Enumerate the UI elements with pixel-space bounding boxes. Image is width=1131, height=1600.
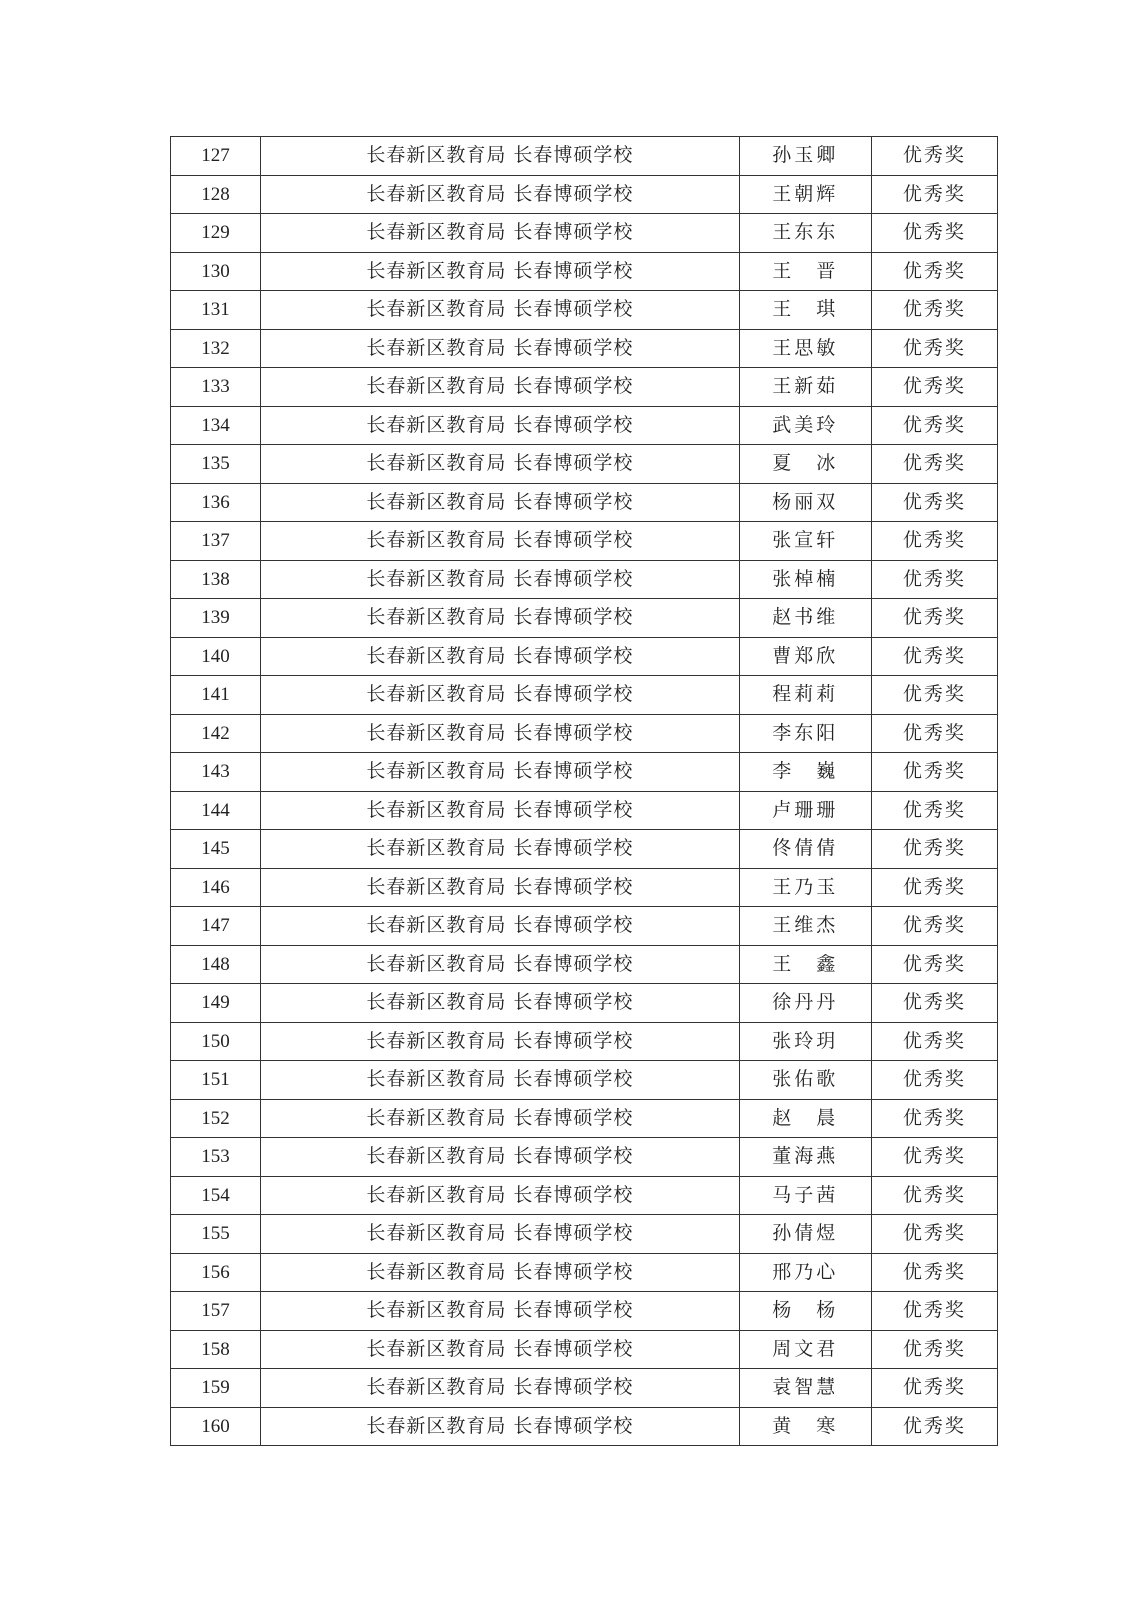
table-row — [171, 1215, 998, 1254]
serial-number-cell: 132 — [171, 329, 261, 368]
award-level-cell: 优秀奖 — [871, 984, 997, 1023]
table-row — [171, 830, 998, 869]
table-row — [171, 1022, 998, 1061]
serial-number-cell: 154 — [171, 1176, 261, 1215]
person-name-cell: 张玲玥 — [739, 1022, 871, 1061]
serial-number-cell: 140 — [171, 637, 261, 676]
award-level-cell: 优秀奖 — [871, 907, 997, 946]
person-name-cell: 董海燕 — [739, 1138, 871, 1177]
person-name-cell: 程莉莉 — [739, 676, 871, 715]
person-name-cell: 曹郑欣 — [739, 637, 871, 676]
award-level-cell: 优秀奖 — [871, 137, 997, 176]
person-name-cell: 孙玉卿 — [739, 137, 871, 176]
person-name-cell: 王新茹 — [739, 368, 871, 407]
unit-cell: 长春新区教育局 长春博硕学校 — [261, 830, 740, 869]
award-level-cell: 优秀奖 — [871, 175, 997, 214]
award-level-cell: 优秀奖 — [871, 1176, 997, 1215]
award-level-cell: 优秀奖 — [871, 368, 997, 407]
person-name-cell: 卢珊珊 — [739, 791, 871, 830]
table-row — [171, 868, 998, 907]
unit-cell: 长春新区教育局 长春博硕学校 — [261, 714, 740, 753]
award-level-cell: 优秀奖 — [871, 945, 997, 984]
table-row — [171, 1369, 998, 1408]
serial-number-cell: 134 — [171, 406, 261, 445]
serial-number-cell: 149 — [171, 984, 261, 1023]
unit-cell: 长春新区教育局 长春博硕学校 — [261, 1022, 740, 1061]
person-name-cell: 徐丹丹 — [739, 984, 871, 1023]
award-level-cell: 优秀奖 — [871, 1215, 997, 1254]
award-level-cell: 优秀奖 — [871, 1330, 997, 1369]
person-name-cell: 赵 晨 — [739, 1099, 871, 1138]
table-row — [171, 945, 998, 984]
serial-number-cell: 148 — [171, 945, 261, 984]
unit-cell: 长春新区教育局 长春博硕学校 — [261, 1253, 740, 1292]
table-row — [171, 599, 998, 638]
award-level-cell: 优秀奖 — [871, 599, 997, 638]
person-name-cell: 王乃玉 — [739, 868, 871, 907]
unit-cell: 长春新区教育局 长春博硕学校 — [261, 1330, 740, 1369]
person-name-cell: 张宣轩 — [739, 522, 871, 561]
award-level-cell: 优秀奖 — [871, 252, 997, 291]
award-level-cell: 优秀奖 — [871, 1138, 997, 1177]
person-name-cell: 王维杰 — [739, 907, 871, 946]
award-level-cell: 优秀奖 — [871, 791, 997, 830]
table-row — [171, 175, 998, 214]
table-row — [171, 291, 998, 330]
table-row — [171, 1330, 998, 1369]
unit-cell: 长春新区教育局 长春博硕学校 — [261, 945, 740, 984]
unit-cell: 长春新区教育局 长春博硕学校 — [261, 522, 740, 561]
table-row — [171, 329, 998, 368]
unit-cell: 长春新区教育局 长春博硕学校 — [261, 599, 740, 638]
serial-number-cell: 135 — [171, 445, 261, 484]
person-name-cell: 王 晋 — [739, 252, 871, 291]
person-name-cell: 杨 杨 — [739, 1292, 871, 1331]
award-level-cell: 优秀奖 — [871, 291, 997, 330]
person-name-cell: 杨丽双 — [739, 483, 871, 522]
award-level-cell: 优秀奖 — [871, 1292, 997, 1331]
unit-cell: 长春新区教育局 长春博硕学校 — [261, 753, 740, 792]
unit-cell: 长春新区教育局 长春博硕学校 — [261, 1407, 740, 1446]
unit-cell: 长春新区教育局 长春博硕学校 — [261, 368, 740, 407]
table-row — [171, 907, 998, 946]
award-level-cell: 优秀奖 — [871, 329, 997, 368]
award-level-cell: 优秀奖 — [871, 676, 997, 715]
table-row — [171, 1061, 998, 1100]
serial-number-cell: 133 — [171, 368, 261, 407]
serial-number-cell: 137 — [171, 522, 261, 561]
person-name-cell: 张棹楠 — [739, 560, 871, 599]
unit-cell: 长春新区教育局 长春博硕学校 — [261, 1061, 740, 1100]
person-name-cell: 王 鑫 — [739, 945, 871, 984]
serial-number-cell: 150 — [171, 1022, 261, 1061]
table-row — [171, 368, 998, 407]
person-name-cell: 武美玲 — [739, 406, 871, 445]
table-row — [171, 1292, 998, 1331]
serial-number-cell: 130 — [171, 252, 261, 291]
unit-cell: 长春新区教育局 长春博硕学校 — [261, 1292, 740, 1331]
award-level-cell: 优秀奖 — [871, 406, 997, 445]
award-level-cell: 优秀奖 — [871, 637, 997, 676]
unit-cell: 长春新区教育局 长春博硕学校 — [261, 1176, 740, 1215]
serial-number-cell: 152 — [171, 1099, 261, 1138]
unit-cell: 长春新区教育局 长春博硕学校 — [261, 329, 740, 368]
person-name-cell: 王朝辉 — [739, 175, 871, 214]
serial-number-cell: 127 — [171, 137, 261, 176]
unit-cell: 长春新区教育局 长春博硕学校 — [261, 1138, 740, 1177]
serial-number-cell: 160 — [171, 1407, 261, 1446]
serial-number-cell: 143 — [171, 753, 261, 792]
unit-cell: 长春新区教育局 长春博硕学校 — [261, 291, 740, 330]
serial-number-cell: 157 — [171, 1292, 261, 1331]
serial-number-cell: 129 — [171, 214, 261, 253]
table-row — [171, 137, 998, 176]
serial-number-cell: 139 — [171, 599, 261, 638]
serial-number-cell: 136 — [171, 483, 261, 522]
person-name-cell: 王 琪 — [739, 291, 871, 330]
unit-cell: 长春新区教育局 长春博硕学校 — [261, 984, 740, 1023]
table-row — [171, 714, 998, 753]
award-level-cell: 优秀奖 — [871, 714, 997, 753]
serial-number-cell: 138 — [171, 560, 261, 599]
table-row — [171, 791, 998, 830]
table-row — [171, 1099, 998, 1138]
unit-cell: 长春新区教育局 长春博硕学校 — [261, 791, 740, 830]
person-name-cell: 邢乃心 — [739, 1253, 871, 1292]
serial-number-cell: 131 — [171, 291, 261, 330]
table-row — [171, 984, 998, 1023]
award-level-cell: 优秀奖 — [871, 522, 997, 561]
unit-cell: 长春新区教育局 长春博硕学校 — [261, 560, 740, 599]
person-name-cell: 孙倩煜 — [739, 1215, 871, 1254]
unit-cell: 长春新区教育局 长春博硕学校 — [261, 214, 740, 253]
unit-cell: 长春新区教育局 长春博硕学校 — [261, 137, 740, 176]
table-row — [171, 1176, 998, 1215]
table-row — [171, 1253, 998, 1292]
unit-cell: 长春新区教育局 长春博硕学校 — [261, 637, 740, 676]
award-level-cell: 优秀奖 — [871, 445, 997, 484]
award-level-cell: 优秀奖 — [871, 753, 997, 792]
table-row — [171, 214, 998, 253]
table-row — [171, 483, 998, 522]
unit-cell: 长春新区教育局 长春博硕学校 — [261, 252, 740, 291]
table-row — [171, 753, 998, 792]
unit-cell: 长春新区教育局 长春博硕学校 — [261, 676, 740, 715]
serial-number-cell: 128 — [171, 175, 261, 214]
serial-number-cell: 147 — [171, 907, 261, 946]
unit-cell: 长春新区教育局 长春博硕学校 — [261, 1215, 740, 1254]
award-level-cell: 优秀奖 — [871, 1061, 997, 1100]
award-level-cell: 优秀奖 — [871, 1022, 997, 1061]
serial-number-cell: 151 — [171, 1061, 261, 1100]
unit-cell: 长春新区教育局 长春博硕学校 — [261, 1099, 740, 1138]
unit-cell: 长春新区教育局 长春博硕学校 — [261, 483, 740, 522]
serial-number-cell: 158 — [171, 1330, 261, 1369]
award-level-cell: 优秀奖 — [871, 830, 997, 869]
unit-cell: 长春新区教育局 长春博硕学校 — [261, 1369, 740, 1408]
person-name-cell: 赵书维 — [739, 599, 871, 638]
table-row — [171, 1138, 998, 1177]
serial-number-cell: 153 — [171, 1138, 261, 1177]
award-list-table — [170, 136, 998, 1446]
unit-cell: 长春新区教育局 长春博硕学校 — [261, 175, 740, 214]
serial-number-cell: 146 — [171, 868, 261, 907]
award-level-cell: 优秀奖 — [871, 1407, 997, 1446]
person-name-cell: 王东东 — [739, 214, 871, 253]
table-row — [171, 522, 998, 561]
award-level-cell: 优秀奖 — [871, 868, 997, 907]
person-name-cell: 周文君 — [739, 1330, 871, 1369]
person-name-cell: 王思敏 — [739, 329, 871, 368]
table-row — [171, 406, 998, 445]
table-row — [171, 1407, 998, 1446]
award-level-cell: 优秀奖 — [871, 483, 997, 522]
serial-number-cell: 141 — [171, 676, 261, 715]
unit-cell: 长春新区教育局 长春博硕学校 — [261, 868, 740, 907]
person-name-cell: 袁智慧 — [739, 1369, 871, 1408]
unit-cell: 长春新区教育局 长春博硕学校 — [261, 445, 740, 484]
award-level-cell: 优秀奖 — [871, 1253, 997, 1292]
person-name-cell: 张佑歌 — [739, 1061, 871, 1100]
table-row — [171, 676, 998, 715]
person-name-cell: 佟倩倩 — [739, 830, 871, 869]
unit-cell: 长春新区教育局 长春博硕学校 — [261, 406, 740, 445]
person-name-cell: 夏 冰 — [739, 445, 871, 484]
person-name-cell: 李东阳 — [739, 714, 871, 753]
person-name-cell: 李 巍 — [739, 753, 871, 792]
serial-number-cell: 144 — [171, 791, 261, 830]
unit-cell: 长春新区教育局 长春博硕学校 — [261, 907, 740, 946]
award-level-cell: 优秀奖 — [871, 214, 997, 253]
award-level-cell: 优秀奖 — [871, 1099, 997, 1138]
serial-number-cell: 145 — [171, 830, 261, 869]
serial-number-cell: 156 — [171, 1253, 261, 1292]
serial-number-cell: 155 — [171, 1215, 261, 1254]
award-level-cell: 优秀奖 — [871, 560, 997, 599]
table-row — [171, 560, 998, 599]
serial-number-cell: 159 — [171, 1369, 261, 1408]
person-name-cell: 黄 寒 — [739, 1407, 871, 1446]
table-row — [171, 445, 998, 484]
award-list-body — [171, 137, 998, 1446]
table-row — [171, 637, 998, 676]
serial-number-cell: 142 — [171, 714, 261, 753]
award-level-cell: 优秀奖 — [871, 1369, 997, 1408]
table-row — [171, 252, 998, 291]
person-name-cell: 马子茜 — [739, 1176, 871, 1215]
